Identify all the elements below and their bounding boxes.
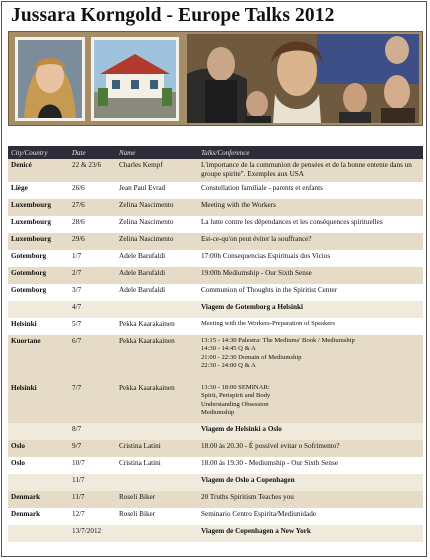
table-row [8, 318, 423, 335]
cell-city: Gotemborg [8, 284, 69, 301]
cell-name: Jean Paul Evrad [116, 182, 198, 199]
cell-name: Cristina Latini [116, 440, 198, 457]
cell-city: Denmark [8, 491, 69, 508]
table-row-travel [8, 474, 423, 491]
talk-line: 21:00 - 22:30 Domain of Mediumship [201, 353, 302, 361]
cell-city: Oslo [8, 457, 69, 474]
cell-name: Cristina Latini [116, 457, 198, 474]
cell-talk: 18.00 ás 19.30 - Mediumship - Our Sixth Sense [198, 457, 423, 474]
table-row [8, 491, 423, 508]
cell-date: 29/6 [69, 233, 116, 250]
cell-name [116, 525, 198, 542]
cell-date: 9/7 [69, 440, 116, 457]
table-row [8, 216, 423, 233]
table-row [8, 159, 423, 182]
cell-name: Roseli Biker [116, 508, 198, 525]
cell-date: 11/7 [69, 474, 116, 491]
cell-city: Denicé [8, 159, 69, 182]
table-row [8, 457, 423, 474]
cell-talk [198, 335, 423, 382]
cell-talk: Seminario Centro Espirita/Mediunidade [198, 508, 423, 525]
cell-name: Pekka Kaarakainen [116, 335, 198, 382]
cell-date: 3/7 [69, 284, 116, 301]
cell-date: 2/7 [69, 267, 116, 284]
table-row [8, 267, 423, 284]
cell-date: 13/7/2012 [69, 525, 116, 542]
talk-line: 14:30 - 14:45 Q & A [201, 345, 256, 353]
cell-city: Liège [8, 182, 69, 199]
table-row [8, 440, 423, 457]
header-banner [8, 31, 423, 126]
cell-date: 22 & 23/6 [69, 159, 116, 182]
cell-talk: Communion of Thoughts in the Spiritist Center [198, 284, 423, 301]
cell-city: Luxembourg [8, 233, 69, 250]
cell-date: 10/7 [69, 457, 116, 474]
cell-date: 28/6 [69, 216, 116, 233]
cell-date: 4/7 [69, 301, 116, 318]
cell-name [116, 474, 198, 491]
table-row [8, 182, 423, 199]
building-photo [91, 37, 179, 121]
cell-talk: 17:00h Consequencias Espirituais dos Vicios [198, 250, 423, 267]
cell-city: Gotemborg [8, 250, 69, 267]
cell-name: Charles Kempf [116, 159, 198, 182]
cell-date: 5/7 [69, 318, 116, 335]
cell-talk: Viagem de Oslo a Copenhagen [198, 474, 423, 491]
cell-name: Adele Barufaldi [116, 250, 198, 267]
cell-talk: Viagem de Copenhagen a New York [198, 525, 423, 542]
cell-city: Helsinki [8, 318, 69, 335]
table-row [8, 335, 423, 382]
cell-talk [198, 382, 423, 423]
cell-name: Pekka Kaarakainen [116, 318, 198, 335]
cell-date: 1/7 [69, 250, 116, 267]
table-row-travel [8, 423, 423, 440]
cell-name: Adele Barufaldi [116, 284, 198, 301]
table-row [8, 250, 423, 267]
table-row [8, 284, 423, 301]
talk-line: 22:30 - 24:00 Q & A [201, 362, 256, 370]
cell-date: 26/6 [69, 182, 116, 199]
cell-name: Pekka Kaarakainen [116, 382, 198, 423]
table-row-travel [8, 301, 423, 318]
table-row [8, 199, 423, 216]
talk-line: 13:30 - 18:00 SEMINAR: [201, 384, 270, 391]
table-row [8, 508, 423, 525]
cell-date: 12/7 [69, 508, 116, 525]
cell-talk: Meeting with the Workers-Preparation of Speakers [198, 318, 423, 335]
cell-talk: La lutte contre les dépendances et les conséquences spirituelles [198, 216, 423, 233]
cell-city: Gotemborg [8, 267, 69, 284]
cell-city [8, 423, 69, 440]
cell-date: 11/7 [69, 491, 116, 508]
table-row [8, 233, 423, 250]
cell-name [116, 301, 198, 318]
cell-talk: Meeting with the Workers [198, 199, 423, 216]
cell-city: Luxembourg [8, 216, 69, 233]
cell-city: Helsinki [8, 382, 69, 423]
talk-line: Understanding Obsession [201, 400, 269, 408]
cell-talk: Constellation familiale - parents et enfants [198, 182, 423, 199]
cell-city [8, 474, 69, 491]
cell-date: 6/7 [69, 335, 116, 382]
cell-city [8, 525, 69, 542]
cell-talk: 18.00 às 20.30 - É possível evitar o Sofrimento? [198, 440, 423, 457]
document-page [1, 1, 427, 557]
col-header-date: Date [69, 146, 116, 159]
cell-talk: Est-ce-qu'on peut éviter la souffrance? [198, 233, 423, 250]
cell-talk: Viagem de Helsinki a Oslo [198, 423, 423, 440]
col-header-talk: Talks/Conference [198, 146, 423, 159]
cell-date: 7/7 [69, 382, 116, 423]
col-header-name: Name [116, 146, 198, 159]
talks-schedule-table [8, 146, 423, 542]
cell-talk: Viagem de Gotemborg a Helsinki [198, 301, 423, 318]
cell-name: Zelina Nascimento [116, 199, 198, 216]
cell-city [8, 301, 69, 318]
page-title: Jussara Korngold - Europe Talks 2012 [11, 5, 335, 26]
talk-line: 13:15 - 14:30 Palestra: The Mediums' Book / Mediumship [201, 337, 355, 344]
table-row-travel [8, 525, 423, 542]
cell-talk: 20 Truths Spiritism Teaches you [198, 491, 423, 508]
portrait-photo [15, 37, 85, 121]
cell-city: Kuortane [8, 335, 69, 382]
cell-date: 8/7 [69, 423, 116, 440]
cell-name: Zelina Nascimento [116, 233, 198, 250]
spiritist-portraits-collage [187, 34, 419, 123]
talk-line: Mediumship [201, 409, 235, 417]
cell-name [116, 423, 198, 440]
cell-talk: 19:00h Mediumship - Our Sixth Sense [198, 267, 423, 284]
cell-date: 27/6 [69, 199, 116, 216]
cell-talk: L'importance de la communion de pensées et de la bonne entente dans un groupe spirite". Exemples aux USA [198, 159, 423, 182]
cell-name: Zelina Nascimento [116, 216, 198, 233]
cell-city: Luxembourg [8, 199, 69, 216]
cell-city: Oslo [8, 440, 69, 457]
cell-name: Adele Barufaldi [116, 267, 198, 284]
table-row [8, 382, 423, 423]
talk-line: Spirit, Perispirit and Body [201, 392, 271, 400]
cell-name: Roseli Biker [116, 491, 198, 508]
table-header-row [8, 146, 423, 159]
cell-city: Denmark [8, 508, 69, 525]
col-header-city: City/Country [8, 146, 69, 159]
